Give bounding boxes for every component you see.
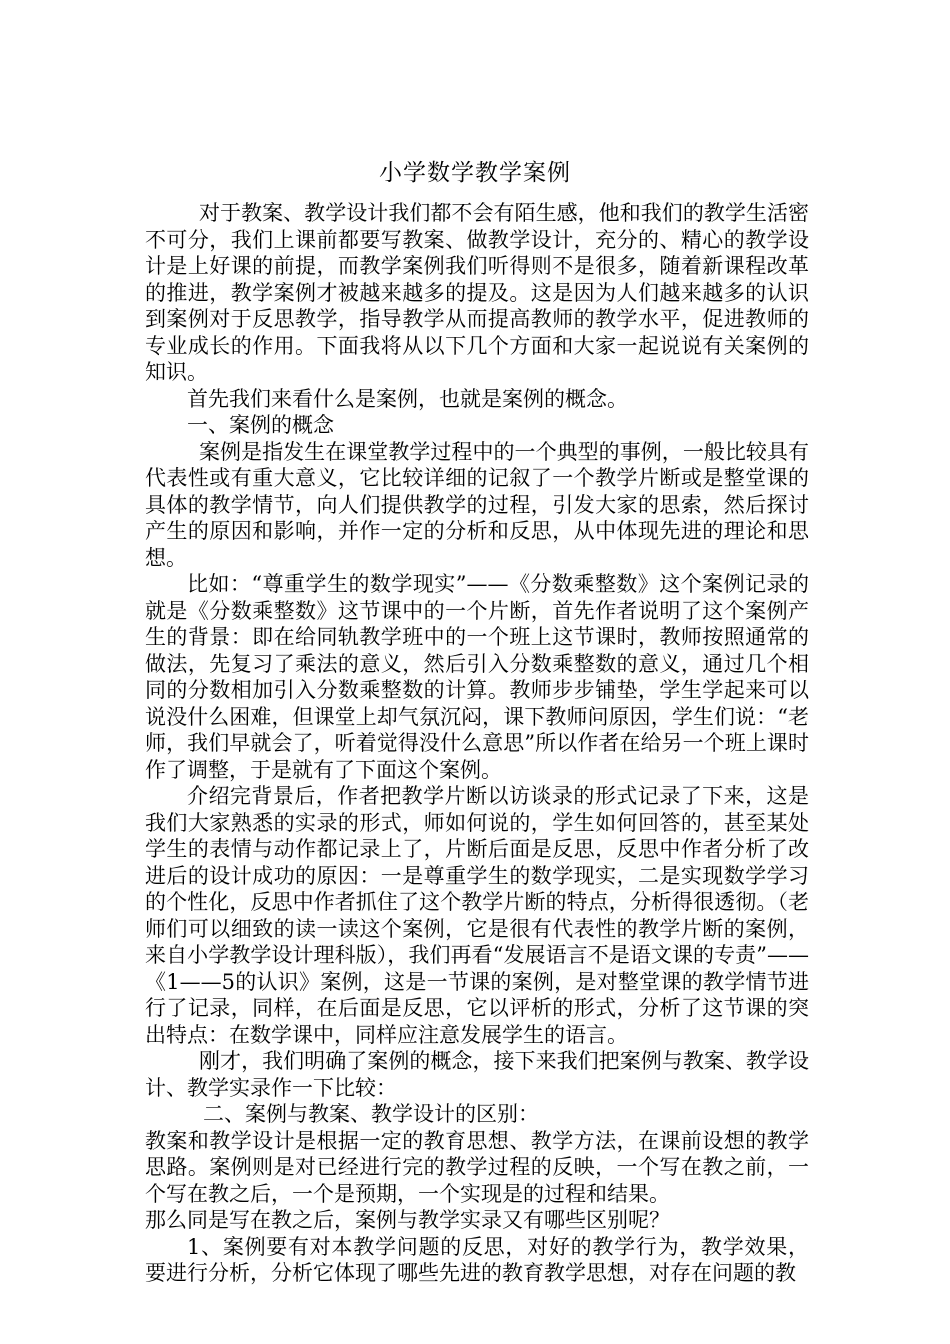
paragraph-comparison-intro: 刚才，我们明确了案例的概念，接下来我们把案例与教案、教学设计、教学实录作一下比较： <box>145 1049 809 1100</box>
paragraph-what-is-case: 首先我们来看什么是案例，也就是案例的概念。 <box>187 386 628 411</box>
paragraph-point-1: 1、案例要有对本教学问题的反思，对好的教学行为，教学效果，要进行分析，分析它体现了哪些先进的教育教学思想，对存在问题的教 <box>145 1234 809 1285</box>
paragraph-concept-definition: 案例是指发生在课堂教学过程中的一个典型的事例，一般比较具有代表性或有重大意义，它比较详细的记叙了一个教学片断或是整堂课的具体的教学情节，向人们提供教学的过程，引发大家的思索，然后探讨产生的原因和影响，并作一定的分析和反思，从中体现先进的理论和思想。 <box>145 439 809 570</box>
paragraph-lesson-plan-vs-case: 教案和教学设计是根据一定的教育思想、教学方法，在课前设想的教学思路。案例则是对已经进行完的教学过程的反映，一个写在教之前，一个写在教之后，一个是预期，一个实现是的过程和结果。 <box>145 1128 809 1206</box>
paragraph-intro: 对于教案、教学设计我们都不会有陌生感，他和我们的教学生活密不可分，我们上课前都要写教案、做教学设计，充分的、精心的教学设计是上好课的前提，而教学案例我们听得则不是很多，随着新课程改革的推进，教学案例才被越来越多的提及。这是因为人们越来越多的认识到案例对于反思教学，指导教学从而提高教师的教学水平，促进教师的专业成长的作用。下面我将从以下几个方面和大家一起说说有关案例的知识。 <box>145 201 809 384</box>
paragraph-example-fraction: 比如：“尊重学生的数学现实”——《分数乘整数》这个案例记录的就是《分数乘整数》这节课中的一个片断，首先作者说明了这个案例产生的背景：即在给同轨教学班中的一个班上这节课时，教师按照通常的做法，先复习了乘法的意义，然后引入分数乘整数的意义，通过几个相同的分数相加引入分数乘整数的计算。教师步步铺垫，学生学起来可以说没什么困难，但课堂上却气氛沉闷，课下教师问原因，学生们说：“老师，我们早就会了，听着觉得没什么意思”所以作者在给另一个班上课时作了调整，于是就有了下面这个案例。 <box>145 572 809 782</box>
paragraph-question: 那么同是写在教之后，案例与教学实录又有哪些区别呢？ <box>145 1208 670 1232</box>
section-heading-difference: 二、案例与教案、教学设计的区别： <box>203 1102 539 1126</box>
document-body <box>145 200 809 1287</box>
document-title: 小学数学教学案例 <box>379 160 571 186</box>
paragraph-background-analysis: 介绍完背景后，作者把教学片断以访谈录的形式记录了下来，这是我们大家熟悉的实录的形式，师如何说的，学生如何回答的，甚至某处学生的表情与动作都记录上了，片断后面是反思，反思中作者分析了改进后的设计成功的原因：一是尊重学生的数学现实，二是实现数学学习的个性化，反思中作者抓住了这个教学片断的特点，分析得很透彻。（老师们可以细致的读一读这个案例，它是很有代表性的教学片断的案例，来自小学教学设计理科版），我们再看“发展语言不是语文课的专责”——《1——5的认识》案例，这是一节课的案例，是对整堂课的教学情节进行了记录，同样，在后面是反思，它以评析的形式，分析了这节课的突出特点：在数学课中，同样应注意发展学生的语言。 <box>145 784 809 1047</box>
section-heading-concept: 一、案例的概念 <box>187 413 334 437</box>
